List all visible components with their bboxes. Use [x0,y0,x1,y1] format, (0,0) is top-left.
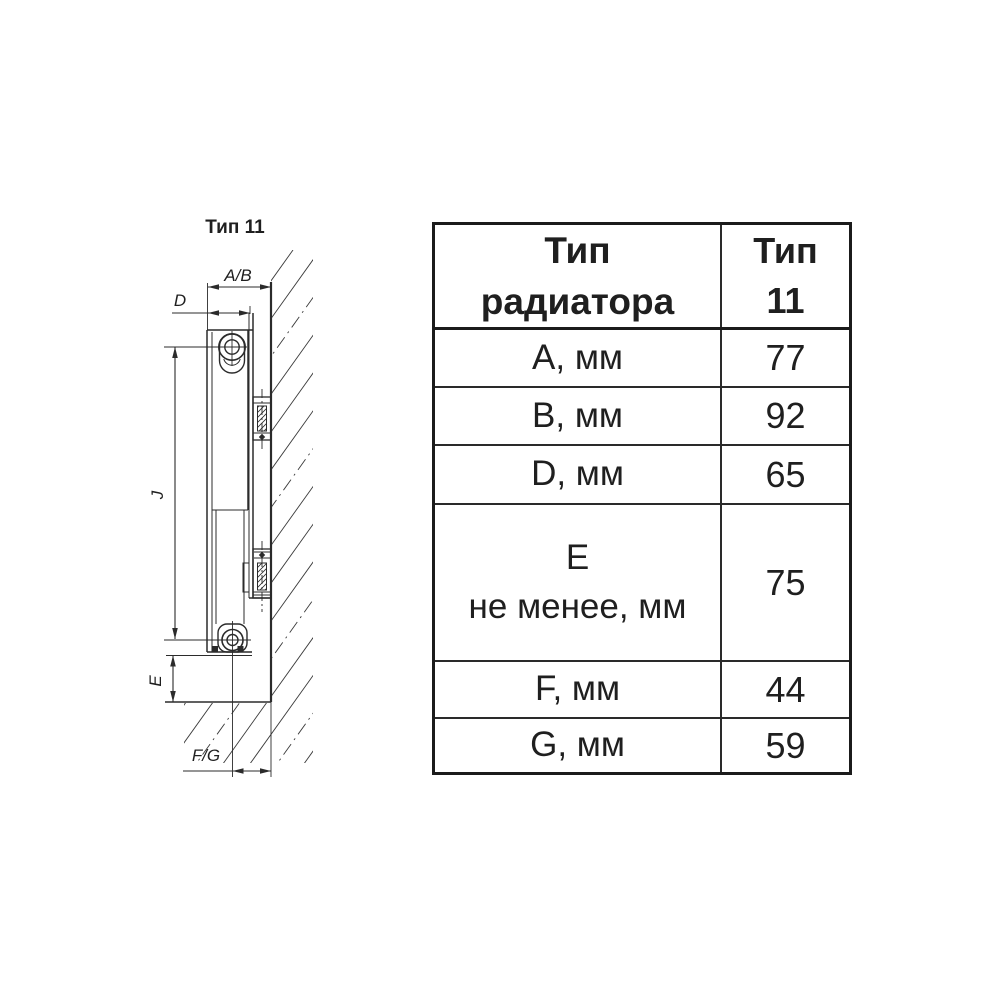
radiator-side-view [166,313,271,656]
row-label-line2: не менее, мм [468,586,687,626]
row-label: F, мм [534,669,621,709]
header-value-line2: 11 [766,280,805,321]
header-type-cell [435,225,720,327]
dimension-e [170,656,176,703]
table-row [435,388,849,446]
dimension-j [172,347,178,639]
row-label: D, мм [531,454,624,494]
dimension-fg-label: F/G [191,746,221,765]
upper-wall-anchor [253,389,271,452]
row-value: 44 [720,662,849,717]
table-header-row [435,225,849,330]
header-type-line1: Тип [544,229,611,271]
row-value: 77 [720,330,849,386]
dimension-ab [208,282,272,330]
dimension-j-label: J [148,490,167,500]
row-value: 92 [720,388,849,444]
row-value: 59 [720,719,849,772]
row-value: 65 [720,446,849,503]
header-type-line2: радиатора [480,281,675,322]
row-label: G, мм [530,725,625,765]
dimension-fg [183,702,271,777]
table-row [435,330,849,388]
table-row [435,662,849,719]
lower-wall-anchor [243,541,271,612]
spec-table [432,222,852,775]
row-label-line1: E [565,538,590,578]
diagram-title: Тип 11 [205,217,265,238]
dimension-d-label: D [173,291,187,310]
radiator-mounting-diagram [130,200,345,800]
row-value: 75 [720,505,849,660]
wall-hatching [130,250,345,775]
top-bracket-hole [164,331,247,373]
dimension-e-label: E [146,675,165,687]
dimension-ab-label: A/B [224,266,252,285]
table-row [435,446,849,505]
row-label: B, мм [532,395,623,435]
header-value-cell [720,225,849,327]
table-row [435,505,849,662]
row-label: A, мм [532,337,623,377]
row-label [435,505,720,660]
header-value-line1: Тип [753,230,818,272]
table-row [435,719,849,772]
